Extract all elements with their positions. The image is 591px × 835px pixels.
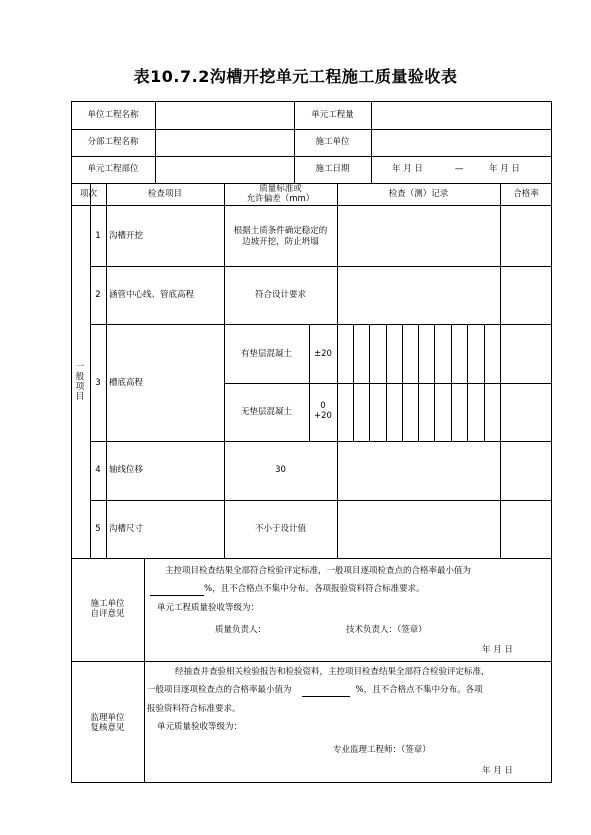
supervising-engineer: 专业监理工程师：（签章）: [333, 745, 431, 755]
date-dash: —: [455, 164, 464, 174]
row-5-name: 沟槽尺寸: [109, 524, 144, 534]
sub-project-name-label: 分部工程名称: [87, 137, 139, 147]
row-divider: [90, 441, 552, 442]
record-grid-line: [353, 324, 354, 441]
supervisor-date: 年 月 日: [482, 766, 513, 776]
contractor-line-1: 主控项目检查结果全部符合检验评定标准，一般项目逐项检查点的合格率最小值为: [165, 566, 472, 576]
col-check-item: 检查项目: [147, 189, 182, 199]
contractor-date: 年 月 日: [482, 645, 513, 655]
contractor-line-3: 单元工程质量验收等级为：: [157, 603, 260, 613]
record-grid-line: [451, 324, 452, 441]
row-1-standard-1: 根据土质条件确定稳定的: [233, 226, 328, 236]
row-divider: [71, 129, 552, 130]
supervisor-rate-blank[interactable]: [302, 685, 350, 697]
row-divider: [224, 383, 552, 384]
row-4-no: 4: [95, 465, 101, 475]
form-title: 表10.7.2沟槽开挖单元工程施工质量验收表: [133, 67, 458, 86]
record-grid-line: [467, 324, 468, 441]
construction-unit-label: 施工单位: [315, 137, 350, 147]
quality-lead: 质量负责人：: [215, 625, 267, 635]
record-grid-line: [484, 324, 485, 441]
row-divider: [90, 500, 552, 501]
row-5-standard: 不小于设计值: [254, 524, 306, 534]
row-1-name: 沟槽开挖: [109, 231, 144, 241]
category-label: 一般项目: [75, 362, 85, 402]
col-divider: [371, 101, 372, 183]
unit-part-label: 单元工程部位: [87, 164, 139, 174]
row-divider: [90, 324, 552, 325]
row-3b-value-top: 0: [320, 401, 326, 411]
row-2-name: 涵管中心线、管底高程: [109, 290, 195, 300]
col-pass-rate: 合格率: [513, 189, 539, 199]
row-3b-label: 无垫层混凝土: [240, 407, 292, 417]
row-divider: [71, 156, 552, 157]
col-record: 检查（测）记录: [388, 189, 449, 199]
record-grid-line: [434, 324, 435, 441]
date-end: 年 月 日: [489, 164, 520, 174]
col-divider: [500, 183, 501, 558]
date-start: 年 月 日: [392, 164, 423, 174]
contractor-rate-blank[interactable]: [150, 584, 204, 596]
contractor-line-2-row: [150, 584, 425, 596]
supervisor-line-3: 报验资料符合标准要求。: [147, 704, 241, 714]
row-3a-value: ±20: [314, 349, 332, 359]
row-1-no: 1: [95, 231, 101, 241]
row-divider: [71, 205, 552, 206]
row-4-standard: 30: [275, 465, 286, 475]
contractor-label-1: 施工单位: [90, 599, 125, 609]
row-5-no: 5: [95, 524, 101, 534]
supervisor-line-2a: 一般项目逐项检查点的合格率最小值为: [147, 685, 292, 695]
col-item-no: 项次: [79, 189, 97, 199]
unit-engineering-qty-label: 单元工程量: [311, 110, 354, 120]
construction-date-label: 施工日期: [315, 164, 350, 174]
row-3b-value-bottom: +20: [314, 411, 332, 421]
row-2-standard: 符合设计要求: [254, 290, 306, 300]
record-grid-line: [369, 324, 370, 441]
col-divider: [337, 183, 338, 558]
record-grid-line: [402, 324, 403, 441]
row-4-name: 轴线位移: [109, 465, 144, 475]
contractor-label-2: 自评意见: [90, 609, 125, 619]
supervisor-label-1: 监理单位: [90, 713, 125, 723]
col-standard-1: 质量标准或: [259, 184, 302, 194]
row-3-name: 槽底高程: [109, 378, 144, 388]
col-divider: [309, 324, 310, 441]
col-divider: [144, 558, 145, 783]
supervisor-line-4: 单元质量验收等级为：: [157, 722, 243, 732]
unit-project-name-label: 单位工程名称: [87, 110, 139, 120]
row-3a-label: 有垫层混凝土: [240, 349, 292, 359]
row-divider: [90, 266, 552, 267]
row-3-no: 3: [95, 378, 101, 388]
supervisor-label-2: 复核意见: [90, 723, 125, 733]
col-divider: [155, 101, 156, 183]
col-standard-2: 允许偏差（mm）: [246, 194, 315, 204]
contractor-line-2: %，且不合格点不集中分布。各项报验资料符合标准要求。: [204, 584, 425, 594]
tech-lead: 技术负责人：（签章）: [346, 625, 427, 635]
row-1-standard-2: 边坡开挖，防止坍塌: [242, 237, 319, 247]
supervisor-line-2-row: [147, 685, 483, 697]
record-grid-line: [418, 324, 419, 441]
row-2-no: 2: [95, 290, 101, 300]
record-grid-line: [386, 324, 387, 441]
col-divider: [106, 183, 107, 558]
supervisor-line-2b: %，且不合格点不集中分布。各项: [355, 685, 483, 695]
supervisor-line-1: 经抽查并查验相关检验报告和检验资料，主控项目检查结果全部符合检验评定标准，: [175, 667, 490, 677]
